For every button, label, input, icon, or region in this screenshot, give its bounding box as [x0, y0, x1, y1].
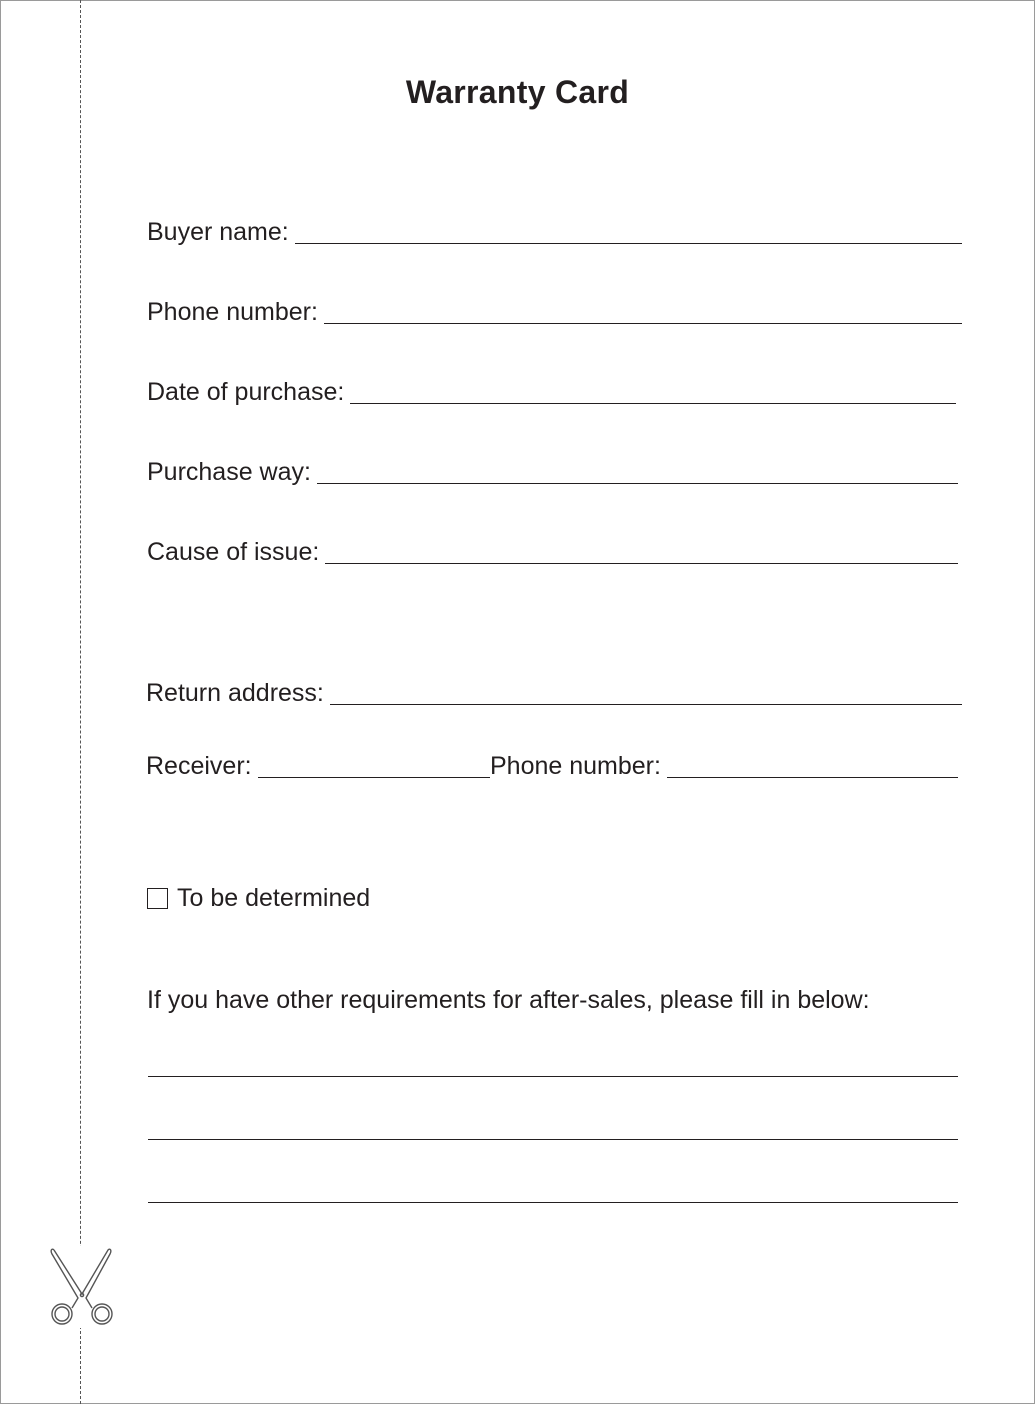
requirements-line-3[interactable]: [148, 1202, 958, 1203]
receiver-phone-label: Phone number:: [490, 752, 661, 780]
cause-of-issue-field: [147, 538, 958, 566]
purchase-way-field: [147, 458, 958, 486]
receiver-phone-field: [490, 752, 958, 780]
to-be-determined-option: [147, 884, 370, 913]
date-of-purchase-input-line[interactable]: [350, 402, 956, 404]
requirements-line-1[interactable]: [148, 1076, 958, 1077]
return-address-input-line[interactable]: [330, 703, 962, 705]
date-of-purchase-field: [147, 378, 956, 406]
receiver-label: Receiver:: [146, 752, 252, 780]
to-be-determined-label: To be determined: [177, 884, 371, 912]
phone-number-field: [147, 298, 962, 326]
return-address-label: Return address:: [146, 679, 324, 707]
page-title: Warranty Card: [405, 74, 630, 110]
phone-number-label: Phone number:: [147, 298, 318, 326]
receiver-phone-input-line[interactable]: [667, 776, 958, 778]
after-sales-note: If you have other requirements for after-sales, please fill in below:: [147, 986, 870, 1014]
phone-number-input-line[interactable]: [324, 322, 962, 324]
return-address-field: [146, 679, 962, 707]
date-of-purchase-label: Date of purchase:: [147, 378, 345, 406]
cause-of-issue-input-line[interactable]: [325, 562, 958, 564]
buyer-name-input-line[interactable]: [295, 242, 962, 244]
dashed-cut-line: [80, 0, 81, 1404]
receiver-input-line[interactable]: [258, 776, 490, 778]
receiver-field: [146, 752, 490, 780]
cause-of-issue-label: Cause of issue:: [147, 538, 320, 566]
buyer-name-field: [147, 218, 962, 246]
scissors-icon: [44, 1246, 120, 1328]
requirements-line-2[interactable]: [148, 1139, 958, 1140]
to-be-determined-checkbox[interactable]: [147, 888, 168, 909]
purchase-way-input-line[interactable]: [317, 482, 958, 484]
purchase-way-label: Purchase way:: [147, 458, 311, 486]
buyer-name-label: Buyer name:: [147, 218, 289, 246]
